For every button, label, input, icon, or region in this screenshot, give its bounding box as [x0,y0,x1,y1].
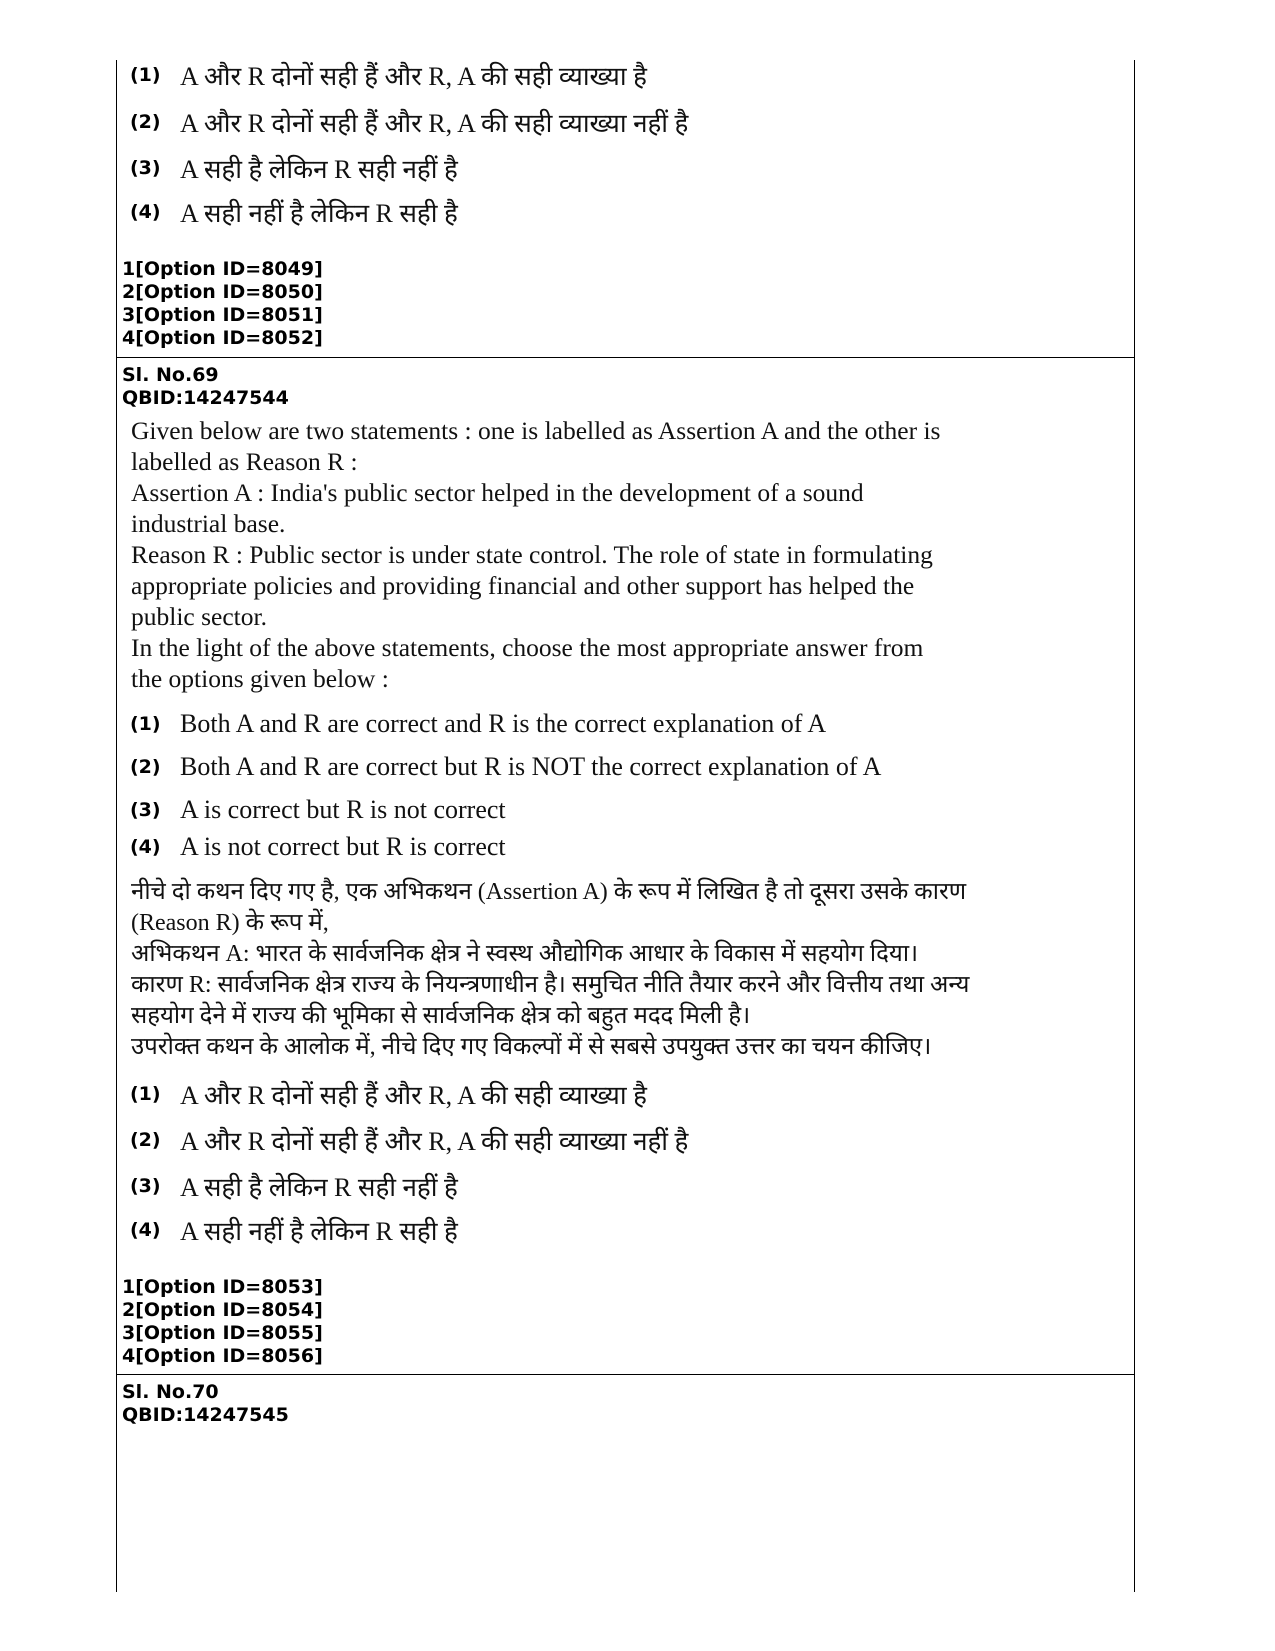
option-number: (4) [130,201,161,223]
question-69-header [122,364,289,410]
stem-line: Assertion A : India's public sector helped in the development of a sound [131,478,864,507]
option-number: (2) [130,111,161,133]
option-text: A is not correct but R is correct [180,832,506,861]
option-number: (1) [130,64,161,86]
option-id: 4[Option ID=8056] [122,1345,323,1367]
option-number: (3) [130,799,161,821]
qbid: QBID:14247544 [122,387,289,409]
prev-option-ids [122,258,323,350]
stem-line: the options given below : [131,664,389,693]
q69-option-en-3 [130,793,506,827]
stem-line: कारण R: सार्वजनिक क्षेत्र राज्य के नियन्त्रणाधीन है। समुचित नीति तैयार करने और वित्तीय तथा अन्य [131,972,970,998]
question-divider [116,1374,1135,1375]
option-id: 1[Option ID=8049] [122,258,323,280]
option-text: Both A and R are correct but R is NOT the correct explanation of A [180,752,882,781]
table-left-border [116,60,117,1592]
option-text: A सही है लेकिन R सही नहीं है [180,1173,458,1202]
qbid: QBID:14247545 [122,1404,289,1426]
option-id: 2[Option ID=8054] [122,1299,323,1321]
option-number: (1) [130,713,161,735]
serial-number: Sl. No.70 [122,1381,219,1403]
option-id: 2[Option ID=8050] [122,281,323,303]
option-text: A सही नहीं है लेकिन R सही है [180,199,458,228]
q69-option-hi-4 [130,1213,458,1247]
q69-option-en-1 [130,707,826,741]
stem-line: Reason R : Public sector is under state control. The role of state in formulating [131,540,933,569]
stem-line: appropriate policies and providing financial and other support has helped the [131,571,915,600]
stem-line: उपरोक्त कथन के आलोक में, नीचे दिए गए विकल्पों में से सबसे उपयुक्त उत्तर का चयन कीजिए। [131,1034,932,1060]
serial-number: Sl. No.69 [122,364,219,386]
q69-option-en-2 [130,750,881,784]
q69-option-hi-2 [130,1123,688,1157]
option-number: (1) [130,1083,161,1105]
stem-line: labelled as Reason R : [131,447,358,476]
q69-option-ids [122,1276,323,1368]
stem-line: नीचे दो कथन दिए गए है, एक अभिकथन (Assertion A) के रूप में लिखित है तो दूसरा उसके कारण [131,879,967,905]
stem-line: public sector. [131,602,267,631]
option-text: A is correct but R is not correct [180,795,506,824]
option-id: 3[Option ID=8055] [122,1322,323,1344]
option-text: Both A and R are correct and R is the correct explanation of A [180,709,827,738]
option-text: A और R दोनों सही हैं और R, A की सही व्याख्या है [180,62,647,91]
option-number: (3) [130,157,161,179]
option-number: (4) [130,1219,161,1241]
option-id: 4[Option ID=8052] [122,327,323,349]
option-id: 3[Option ID=8051] [122,304,323,326]
q69-option-en-4 [130,830,506,864]
question-69-stem-en [131,415,1131,694]
option-number: (2) [130,1129,161,1151]
option-text: A और R दोनों सही हैं और R, A की सही व्याख्या है [180,1081,647,1110]
stem-line: (Reason R) के रूप में, [131,910,329,936]
option-number: (3) [130,1175,161,1197]
option-text: A और R दोनों सही हैं और R, A की सही व्याख्या नहीं है [180,109,689,138]
stem-line: सहयोग देने में राज्य की भूमिका से सार्वजनिक क्षेत्र को बहुत मदद मिली है। [131,1003,751,1029]
stem-line: अभिकथन A: भारत के सार्वजनिक क्षेत्र ने स्वस्थ औद्योगिक आधार के विकास में सहयोग दिया। [131,941,919,967]
prev-option-hi-2 [130,105,688,139]
option-text: A सही नहीं है लेकिन R सही है [180,1217,458,1246]
prev-option-hi-3 [130,151,458,185]
stem-line: industrial base. [131,509,286,538]
q69-option-hi-3 [130,1169,458,1203]
question-69-stem-hi [131,877,1131,1063]
stem-line: In the light of the above statements, choose the most appropriate answer from [131,633,924,662]
prev-option-hi-1 [130,58,647,92]
option-id: 1[Option ID=8053] [122,1276,323,1298]
prev-option-hi-4 [130,195,458,229]
option-number: (4) [130,836,161,858]
question-70-header [122,1381,289,1427]
option-text: A और R दोनों सही हैं और R, A की सही व्याख्या नहीं है [180,1127,689,1156]
stem-line: Given below are two statements : one is labelled as Assertion A and the other is [131,416,941,445]
option-text: A सही है लेकिन R सही नहीं है [180,155,458,184]
option-number: (2) [130,756,161,778]
table-right-border [1134,60,1135,1592]
q69-option-hi-1 [130,1077,647,1111]
question-divider [116,357,1135,358]
